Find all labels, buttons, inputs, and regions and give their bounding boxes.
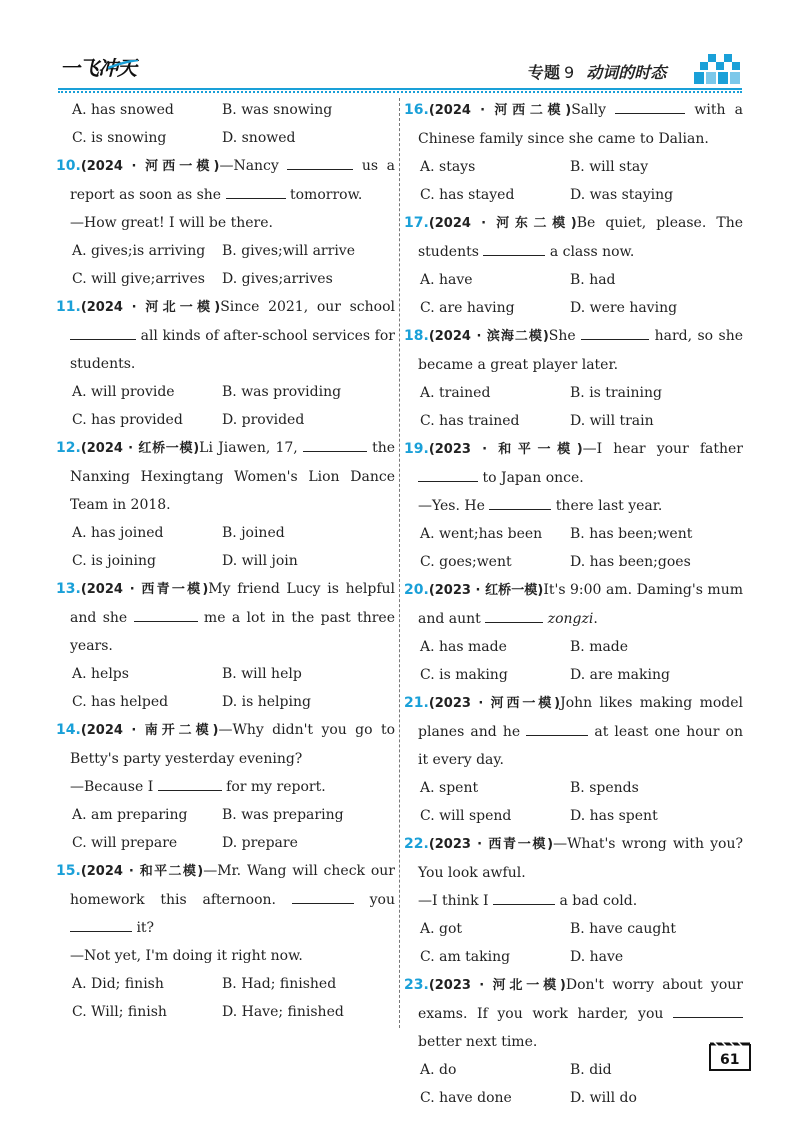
stem-text: Be quiet, please. The students	[418, 215, 743, 260]
stem-text: hard, so she became a great player later.	[418, 328, 744, 373]
option-c[interactable]: C. has trained	[420, 413, 520, 429]
question-17	[404, 209, 743, 322]
option-d[interactable]: D. is helping	[222, 694, 311, 710]
option-c[interactable]: C. am taking	[420, 949, 511, 965]
question-source: (2024 · 河北一模)	[80, 300, 221, 315]
answer-blank[interactable]	[493, 888, 555, 905]
stem-text: John likes making model planes and he	[418, 695, 744, 740]
option-b[interactable]: B. will help	[222, 666, 302, 682]
stem-text: Sally	[571, 102, 616, 118]
stem-text: —Why didn't you go to Betty's party yesterday evening?	[70, 722, 396, 767]
question-22	[404, 830, 743, 971]
topic-number: 9	[564, 63, 575, 82]
question-23	[404, 971, 743, 1112]
question-source: (2023 · 红桥一模)	[428, 583, 544, 598]
answer-blank[interactable]	[526, 719, 588, 736]
stem-text: you	[369, 892, 395, 908]
stem-text: to Japan once.	[482, 470, 584, 486]
option-b[interactable]: B. was snowing	[222, 102, 333, 118]
question-source: (2023 · 河西一模)	[428, 696, 561, 711]
question-number: 16.	[404, 102, 429, 118]
answer-blank[interactable]	[134, 605, 198, 622]
stem-text: us a report as soon as she	[70, 158, 395, 203]
stem-text: She	[548, 328, 582, 344]
header-rule	[58, 88, 742, 90]
option-b[interactable]: B. was providing	[222, 384, 342, 400]
option-d[interactable]: D. will train	[570, 413, 654, 429]
question-source: (2023 · 和平一模)	[428, 442, 583, 457]
question-source: (2024 · 红桥一模)	[80, 441, 200, 456]
question-source: (2024 · 南开二模)	[80, 723, 219, 738]
topic-title: 动词的时态	[586, 63, 667, 82]
stem-text: a bad cold.	[559, 893, 638, 909]
option-c[interactable]: C. is making	[420, 667, 508, 683]
answer-blank[interactable]	[418, 465, 478, 482]
answer-blank[interactable]	[483, 239, 545, 256]
question-9-options	[70, 96, 395, 152]
answer-blank[interactable]	[70, 915, 132, 932]
question-13	[56, 575, 395, 716]
answer-blank[interactable]	[292, 887, 354, 904]
option-d[interactable]: D. prepare	[222, 835, 298, 851]
question-number: 12.	[56, 440, 81, 456]
question-number: 15.	[56, 863, 81, 879]
option-b[interactable]: B. made	[570, 639, 629, 655]
stem-text: zongzi	[547, 611, 594, 627]
answer-blank[interactable]	[673, 1001, 743, 1018]
option-a[interactable]: A. got	[420, 921, 463, 937]
option-a[interactable]: A. will provide	[72, 384, 175, 400]
option-a[interactable]: A. am preparing	[72, 807, 188, 823]
option-a[interactable]: A. went;has been	[420, 526, 543, 542]
option-c[interactable]: C. is joining	[72, 553, 156, 569]
option-c[interactable]: C. will prepare	[72, 835, 178, 851]
stem-text: —Not yet, I'm doing it right now.	[70, 948, 303, 964]
stem-text: tomorrow.	[290, 187, 363, 203]
question-number: 20.	[404, 582, 429, 598]
option-a[interactable]: A. spent	[420, 780, 479, 796]
option-d[interactable]: D. has been;goes	[570, 554, 691, 570]
column-divider	[399, 98, 400, 1028]
answer-blank[interactable]	[287, 153, 353, 170]
question-12	[56, 434, 395, 575]
answer-blank[interactable]	[581, 323, 649, 340]
question-number: 23.	[404, 977, 429, 993]
stem-text: —Mr. Wang will check our homework this afternoon.	[70, 863, 395, 908]
checker-blocks-icon	[694, 52, 740, 86]
stem-text: It's 9:00 am. Daming's mum and aunt	[418, 582, 744, 627]
answer-blank[interactable]	[485, 606, 543, 623]
question-11	[56, 293, 395, 434]
option-a[interactable]: A. has joined	[72, 525, 164, 541]
answer-blank[interactable]	[615, 97, 685, 114]
question-number: 18.	[404, 328, 429, 344]
option-d[interactable]: D. were having	[570, 300, 678, 316]
stem-text: —What's wrong with you? You look awful.	[418, 836, 743, 881]
right-column	[404, 96, 744, 1112]
option-a[interactable]: A. has snowed	[72, 102, 174, 118]
question-19	[404, 435, 743, 576]
option-b[interactable]: B. Had; finished	[222, 976, 337, 992]
question-10	[56, 152, 395, 293]
page-header	[0, 0, 800, 90]
question-number: 14.	[56, 722, 81, 738]
question-21	[404, 689, 744, 830]
stem-text: —Because I	[70, 779, 158, 795]
option-d[interactable]: D. are making	[570, 667, 670, 683]
option-b[interactable]: B. did	[570, 1062, 612, 1078]
stem-text: My friend Lucy is helpful and she	[70, 581, 395, 626]
stem-text: Li Jiawen, 17,	[199, 440, 303, 456]
option-a[interactable]: A. gives;is arriving	[72, 243, 206, 259]
option-d[interactable]: D. snowed	[222, 130, 296, 146]
option-a[interactable]: A. Did; finish	[72, 976, 164, 992]
stem-text: with a Chinese family since she came to Dalian.	[418, 102, 743, 147]
option-b[interactable]: B. will stay	[570, 159, 649, 175]
question-source: (2024 · 河西二模)	[428, 103, 572, 118]
question-number: 21.	[404, 695, 429, 711]
option-a[interactable]: A. trained	[420, 385, 491, 401]
stem-text: there last year.	[555, 498, 663, 514]
option-b[interactable]: B. had	[570, 272, 616, 288]
stem-text: me a lot in the past three years.	[70, 610, 395, 654]
question-number: 10.	[56, 158, 81, 174]
option-d[interactable]: D. has spent	[570, 808, 658, 824]
question-15	[56, 857, 395, 1026]
answer-blank[interactable]	[226, 182, 286, 199]
question-number: 17.	[404, 215, 429, 231]
option-b[interactable]: B. gives;will arrive	[222, 243, 355, 259]
stem-text: it?	[136, 920, 155, 936]
question-number: 11.	[56, 299, 81, 315]
header-dotted-rule	[58, 91, 742, 93]
option-c[interactable]: C. will give;arrives	[72, 271, 205, 287]
option-b[interactable]: B. has been;went	[570, 526, 693, 542]
option-b[interactable]: B. was preparing	[222, 807, 344, 823]
option-d[interactable]: D. will join	[222, 553, 298, 569]
answer-blank[interactable]	[489, 493, 551, 510]
answer-blank[interactable]	[158, 774, 222, 791]
question-number: 19.	[404, 441, 429, 457]
stem-text: better next time.	[418, 1034, 538, 1050]
stem-text: a class now.	[549, 244, 635, 260]
stem-text: for my report.	[226, 779, 326, 795]
option-a[interactable]: A. helps	[72, 666, 129, 682]
stem-text: .	[593, 611, 598, 627]
question-source: (2024 · 和平二模)	[80, 864, 204, 879]
question-source: (2023 · 西青一模)	[428, 837, 554, 852]
option-c[interactable]: C. have done	[420, 1090, 512, 1106]
page-number: 61	[720, 1052, 740, 1068]
option-d[interactable]: D. will do	[570, 1090, 637, 1106]
question-14	[56, 716, 396, 857]
option-b[interactable]: B. joined	[222, 525, 285, 541]
question-source: (2024 · 河东二模)	[428, 216, 577, 231]
option-d[interactable]: D. have	[570, 949, 624, 965]
option-a[interactable]: A. stays	[420, 159, 476, 175]
option-a[interactable]: A. has made	[420, 639, 507, 655]
option-a[interactable]: A. have	[420, 272, 473, 288]
answer-blank[interactable]	[303, 435, 367, 452]
option-c[interactable]: C. will spend	[420, 808, 512, 824]
stem-text: —I hear your father	[582, 441, 743, 457]
option-c[interactable]: C. has provided	[72, 412, 183, 428]
topic-label: 专题	[528, 63, 561, 82]
question-number: 13.	[56, 581, 81, 597]
option-c[interactable]: C. is snowing	[72, 130, 167, 146]
option-d[interactable]: D. gives;arrives	[222, 271, 333, 287]
stem-text: —Nancy	[219, 158, 288, 174]
option-b[interactable]: B. have caught	[570, 921, 677, 937]
option-d[interactable]: D. was staying	[570, 187, 674, 203]
question-16	[404, 96, 743, 209]
topic-heading	[528, 60, 666, 83]
option-d[interactable]: D. provided	[222, 412, 305, 428]
question-18	[404, 322, 744, 435]
stem-text: the Nanxing Hexingtang Women's Lion Dance Team in 2018.	[70, 440, 395, 513]
option-b[interactable]: B. spends	[570, 780, 639, 796]
swoosh-icon	[108, 60, 138, 70]
left-column	[56, 96, 396, 1026]
option-d[interactable]: D. Have; finished	[222, 1004, 344, 1020]
question-source: (2024 · 河西一模)	[80, 159, 220, 174]
option-c[interactable]: C. Will; finish	[72, 1004, 167, 1020]
option-c[interactable]: C. are having	[420, 300, 515, 316]
stem-text: at least one hour on it every day.	[418, 724, 743, 768]
option-a[interactable]: A. do	[420, 1062, 457, 1078]
question-source: (2023 · 河北一模)	[428, 978, 566, 993]
stem-text: —Yes. He	[418, 498, 490, 514]
stem-text: —I think I	[418, 893, 494, 909]
question-20	[404, 576, 744, 689]
question-source: (2024 · 西青一模)	[80, 582, 209, 597]
stem-text: —How great! I will be there.	[70, 215, 273, 231]
option-c[interactable]: C. has helped	[72, 694, 169, 710]
brand-logo-text: 一飞冲天	[60, 56, 136, 80]
question-source: (2024 · 滨海二模)	[428, 329, 549, 344]
option-c[interactable]: C. has stayed	[420, 187, 515, 203]
option-b[interactable]: B. is training	[570, 385, 662, 401]
question-number: 22.	[404, 836, 429, 852]
stem-text: Since 2021, our school	[220, 299, 395, 315]
stem-text: Don't worry about your exams. If you work harder, you	[418, 977, 743, 1022]
option-c[interactable]: C. goes;went	[420, 554, 512, 570]
stem-text: all kinds of after-school services for students.	[70, 328, 395, 372]
answer-blank[interactable]	[70, 323, 136, 340]
